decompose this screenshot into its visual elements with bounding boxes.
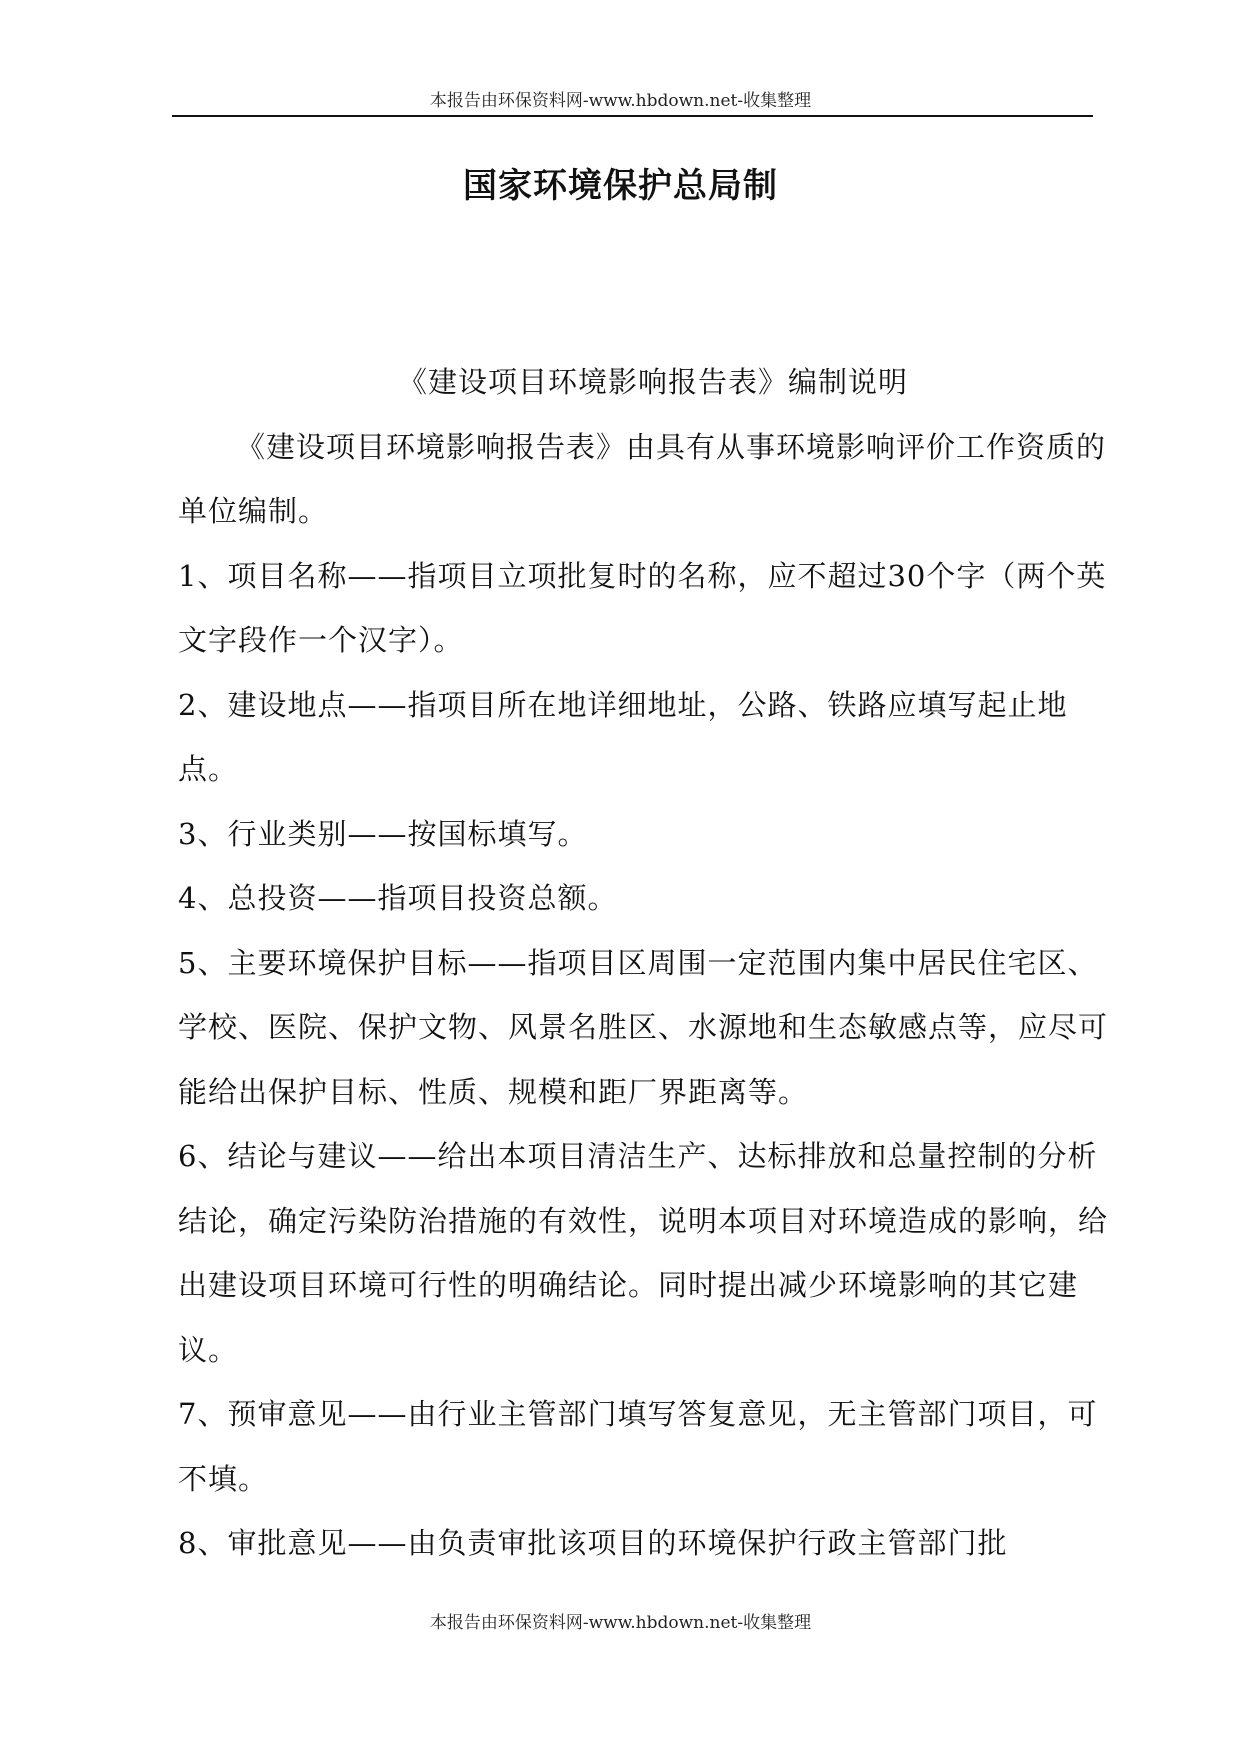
list-item: 4、总投资——指项目投资总额。: [178, 881, 618, 915]
intro-paragraph: 《建设项目环境影响报告表》由具有从事环境影响评价工作资质的单位编制。: [178, 429, 1107, 528]
list-item: 3、行业类别——按国标填写。: [178, 816, 588, 851]
header-rule: [172, 115, 1093, 117]
list-item: 5、主要环境保护目标——指项目区周围一定范围内集中居民住宅区、学校、医院、保护文物、风景名胜区、水源地和生态敏感点等，应尽可能给出保护目标、性质、规模和距厂界距离等。: [178, 945, 1109, 1109]
list-item: 6、结论与建议——给出本项目清洁生产、达标排放和总量控制的分析结论，确定污染防治措施的有效性，说明本项目对环境造成的影响，给出建设项目环境可行性的明确结论。同时提出减少环境影响的其它建议。: [178, 1139, 1109, 1367]
page-header: 本报告由环保资料网-www.hbdown.net-收集整理: [429, 91, 812, 111]
list-item: 7、预审意见——由行业主管部门填写答复意见，无主管部门项目，可不填。: [178, 1397, 1098, 1496]
list-item: 1、项目名称——指项目立项批复时的名称，应不超过30个字（两个英文字段作一个汉字）。: [178, 558, 1107, 657]
section-heading: 《建设项目环境影响报告表》编制说明: [397, 365, 908, 399]
list-item: 2、建设地点——指项目所在地详细地址，公路、铁路应填写起止地点。: [178, 687, 1068, 786]
page-title: 国家环境保护总局制: [463, 166, 778, 206]
list-item: 8、审批意见——由负责审批该项目的环境保护行政主管部门批: [178, 1526, 1008, 1560]
document-body: [178, 350, 1108, 1576]
page-footer: 本报告由环保资料网-www.hbdown.net-收集整理: [429, 1613, 812, 1633]
